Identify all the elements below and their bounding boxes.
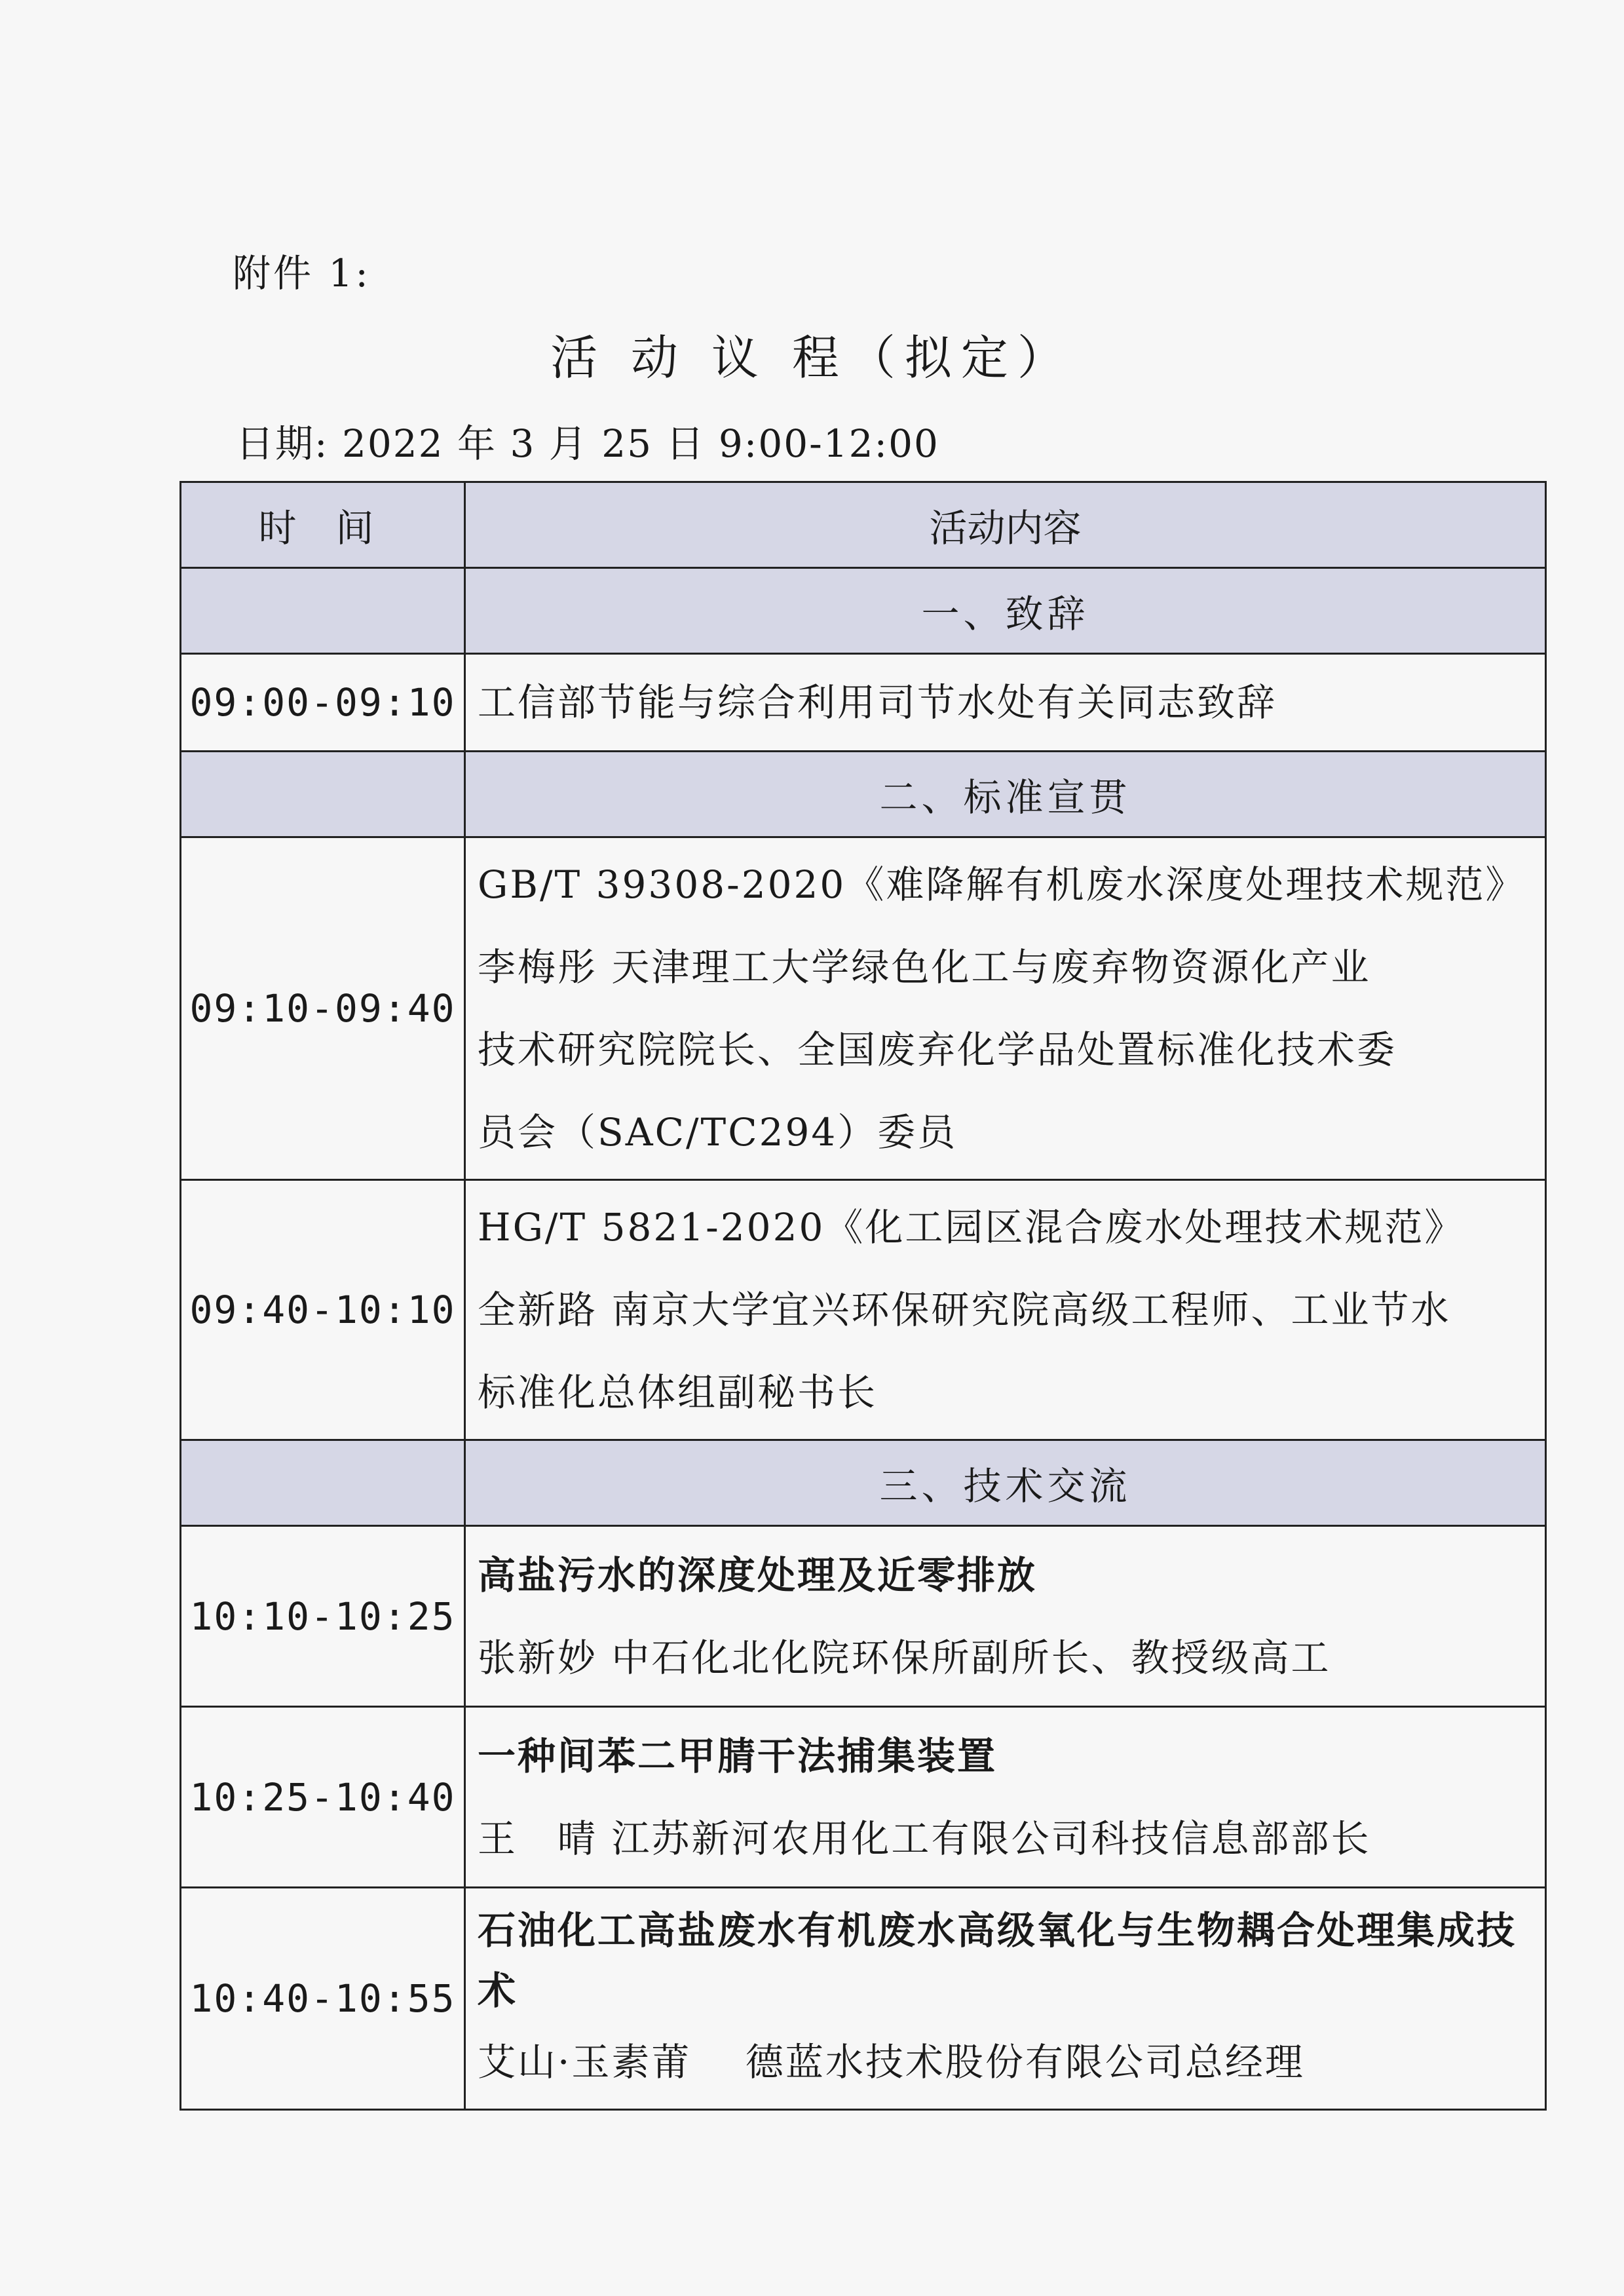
content-line: 李梅彤 天津理工大学绿色化工与废弃物资源化产业 [478, 945, 1371, 989]
section-title-welcome: 一、致辞 [465, 568, 1546, 654]
section-row-standards [181, 752, 1546, 837]
talk-topic: 石油化工高盐废水有机废水高级氧化与生物耦合处理集成技术 [478, 1908, 1517, 2013]
table-row [181, 837, 1546, 1180]
header-time: 时间 [181, 482, 465, 568]
content-line: 工信部节能与综合利用司节水处有关同志致辞 [478, 680, 1277, 725]
time-cell: 09:40-10:10 [181, 1180, 465, 1440]
talk-speaker: 艾山·玉素莆 德蓝水技术股份有限公司总经理 [478, 2040, 1305, 2084]
content-cell [465, 1888, 1546, 2110]
time-cell: 09:00-09:10 [181, 654, 465, 752]
content-line: 标准化总体组副秘书长 [478, 1370, 878, 1415]
talk-topic: 一种间苯二甲腈干法捕集装置 [478, 1733, 998, 1778]
section-title-standards: 二、标准宣贯 [465, 752, 1546, 837]
table-row [181, 1180, 1546, 1440]
content-cell [465, 1526, 1546, 1707]
table-row [181, 1888, 1546, 2110]
content-line: HG/T 5821-2020《化工园区混合废水处理技术规范》 [478, 1205, 1465, 1250]
time-cell: 10:10-10:25 [181, 1526, 465, 1707]
content-cell [465, 1707, 1546, 1888]
table-row [181, 1526, 1546, 1707]
content-cell [465, 1180, 1546, 1440]
section-row-welcome [181, 568, 1546, 654]
content-cell [465, 654, 1546, 752]
attachment-label: 附件 1: [233, 251, 371, 296]
agenda-table [179, 481, 1547, 2111]
talk-topic: 高盐污水的深度处理及近零排放 [478, 1552, 1038, 1598]
content-cell [465, 837, 1546, 1180]
table-header-row [181, 482, 1546, 568]
page-title: 活 动 议 程（拟定） [550, 330, 1074, 385]
content-line: 员会（SAC/TC294）委员 [478, 1110, 958, 1155]
talk-speaker: 王 晴 江苏新河农用化工有限公司科技信息部部长 [478, 1816, 1371, 1861]
content-line: GB/T 39308-2020《难降解有机废水深度处理技术规范》 [478, 862, 1526, 907]
content-line: 全新路 南京大学宜兴环保研究院高级工程师、工业节水 [478, 1288, 1451, 1332]
section-title-tech-exchange: 三、技术交流 [465, 1440, 1546, 1526]
header-content: 活动内容 [465, 482, 1546, 568]
section-row-tech-exchange [181, 1440, 1546, 1526]
talk-speaker: 张新妙 中石化北化院环保所副所长、教授级高工 [478, 1635, 1331, 1680]
date-line: 日期: 2022 年 3 月 25 日 9:00-12:00 [236, 421, 939, 466]
time-cell: 10:40-10:55 [181, 1888, 465, 2110]
table-row [181, 654, 1546, 752]
table-row [181, 1707, 1546, 1888]
content-line: 技术研究院院长、全国废弃化学品处置标准化技术委 [478, 1027, 1397, 1072]
time-cell: 09:10-09:40 [181, 837, 465, 1180]
time-cell: 10:25-10:40 [181, 1707, 465, 1888]
